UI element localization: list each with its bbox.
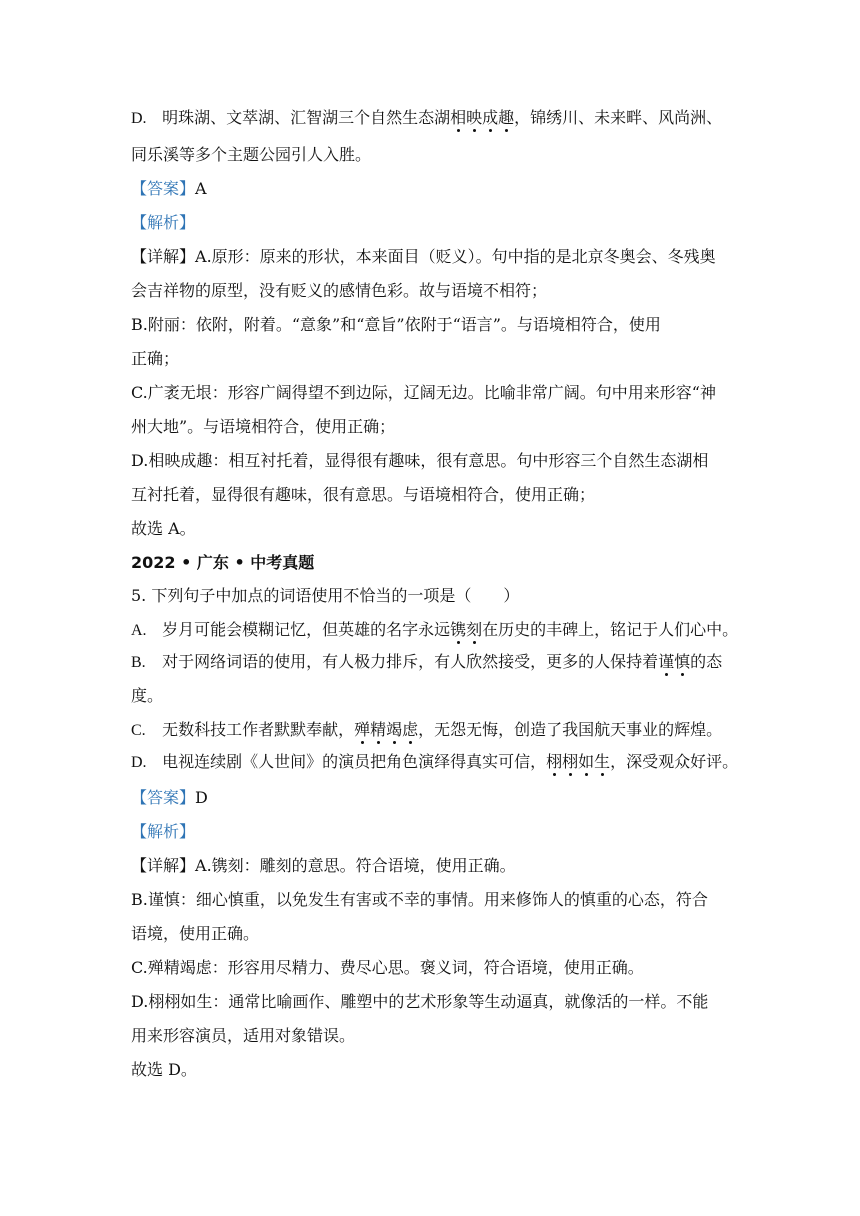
explanation-text: A.原形：原来的形状，本来面目（贬义）。句中指的是北京冬奥会、冬残奥 <box>195 247 716 266</box>
q5-explanation-line: 用来形容演员，适用对象错误。 <box>131 1026 356 1045</box>
dotted-char: 映 <box>466 108 483 127</box>
q4-option-d-line1 <box>131 107 722 130</box>
q5-explanation-line: C.殚精竭虑：形容用尽精力、费尽心思。褒义词，符合语境，使用正确。 <box>131 958 644 977</box>
q5-stem: 5. 下列句子中加点的词语使用不恰当的一项是（ ） <box>131 586 520 605</box>
dotted-char: 如 <box>578 752 595 771</box>
option-label: D. <box>131 754 147 771</box>
q4-explanation-line: B.附丽：依附，附着。“意象”和“意旨”依附于“语言”。与语境相符合，使用 <box>131 315 661 334</box>
q4-answer <box>131 178 207 200</box>
q5-answer <box>131 787 208 809</box>
q4-conclusion: 故选 A。 <box>131 519 196 538</box>
q5-analysis-tag: 【解析】 <box>131 822 196 841</box>
dotted-char: 谨 <box>658 652 675 671</box>
answer-tag: 【答案】 <box>131 788 196 807</box>
dotted-char: 相 <box>450 108 467 127</box>
q4-explanation-line: 互衬托着，显得很有趣味，很有意思。与语境相符合，使用正确； <box>131 485 596 504</box>
q5-explanation-line: B.谨慎：细心慎重，以免发生有害或不幸的事情。用来修饰人的慎重的心态，符合 <box>131 890 708 909</box>
option-text: 明珠湖、文萃湖、汇智湖三个自然生态湖 <box>162 108 451 127</box>
q4-option-d-line2: 同乐溪等多个主题公园引人入胜。 <box>131 145 372 164</box>
option-text: 无数科技工作者默默奉献， <box>162 720 355 739</box>
dotted-char: 虑 <box>402 720 419 739</box>
q4-explanation-line: 正确； <box>131 349 180 368</box>
dotted-char: 精 <box>370 720 387 739</box>
dotted-char: 成 <box>482 108 499 127</box>
dotted-char: 镌 <box>450 620 467 639</box>
dotted-char: 栩 <box>562 752 579 771</box>
detail-tag: 【详解】 <box>131 247 196 266</box>
option-label: D. <box>131 110 147 127</box>
explanation-text: A.镌刻：雕刻的意思。符合语境，使用正确。 <box>195 856 516 875</box>
q5-option-b <box>131 651 722 674</box>
answer-value: A <box>195 179 207 198</box>
q5-option-c <box>131 719 722 742</box>
option-text: ，深受观众好评。 <box>610 752 739 771</box>
q5-conclusion: 故选 D。 <box>131 1060 197 1079</box>
q4-explanation-line: D.相映成趣：相互衬托着，显得很有趣味，很有意思。句中形容三个自然生态湖相 <box>131 451 709 470</box>
dotted-char: 栩 <box>546 752 563 771</box>
dotted-char: 生 <box>594 752 611 771</box>
option-text: 的态 <box>690 652 723 671</box>
option-text: 岁月可能会模糊记忆，但英雄的名字永远 <box>162 620 451 639</box>
dotted-char: 趣 <box>498 108 515 127</box>
q5-option-d <box>131 751 738 774</box>
dotted-char: 刻 <box>466 620 483 639</box>
section-heading: 2022 • 广东 • 中考真题 <box>131 553 315 572</box>
option-text: 对于网络词语的使用，有人极力排斥，有人欣然接受，更多的人保持着 <box>162 652 659 671</box>
answer-value: D <box>195 788 208 807</box>
q5-option-b-cont: 度。 <box>131 686 164 705</box>
q5-explanation-line: 语境，使用正确。 <box>131 924 260 943</box>
detail-tag: 【详解】 <box>131 856 196 875</box>
q5-explanation-line: D.栩栩如生：通常比喻画作、雕塑中的艺术形象等生动逼真，就像活的一样。不能 <box>131 992 709 1011</box>
option-text: 在历史的丰碑上，铭记于人们心中。 <box>482 620 739 639</box>
option-text: ，无怨无悔，创造了我国航天事业的辉煌。 <box>418 720 723 739</box>
dotted-char: 竭 <box>386 720 403 739</box>
option-label: C. <box>131 722 146 739</box>
option-label: A. <box>131 622 147 639</box>
dotted-char: 慎 <box>674 652 691 671</box>
q4-explanation-line: 州大地”。与语境相符合，使用正确； <box>131 417 396 436</box>
q5-explanation-line <box>131 855 516 877</box>
q5-option-a <box>131 619 738 642</box>
q4-explanation-line: C.广袤无垠：形容广阔得望不到边际，辽阔无边。比喻非常广阔。句中用来形容“神 <box>131 383 716 402</box>
option-text: 电视连续剧《人世间》的演员把角色演绎得真实可信， <box>162 752 547 771</box>
dotted-char: 殚 <box>354 720 371 739</box>
answer-tag: 【答案】 <box>131 179 196 198</box>
q4-explanation-line: 会吉祥物的原型，没有贬义的感情色彩。故与语境不相符； <box>131 281 548 300</box>
option-label: B. <box>131 654 146 671</box>
q4-analysis-tag: 【解析】 <box>131 213 196 232</box>
option-text: ，锦绣川、未来畔、风尚洲、 <box>514 108 723 127</box>
q4-explanation-line <box>131 246 716 268</box>
